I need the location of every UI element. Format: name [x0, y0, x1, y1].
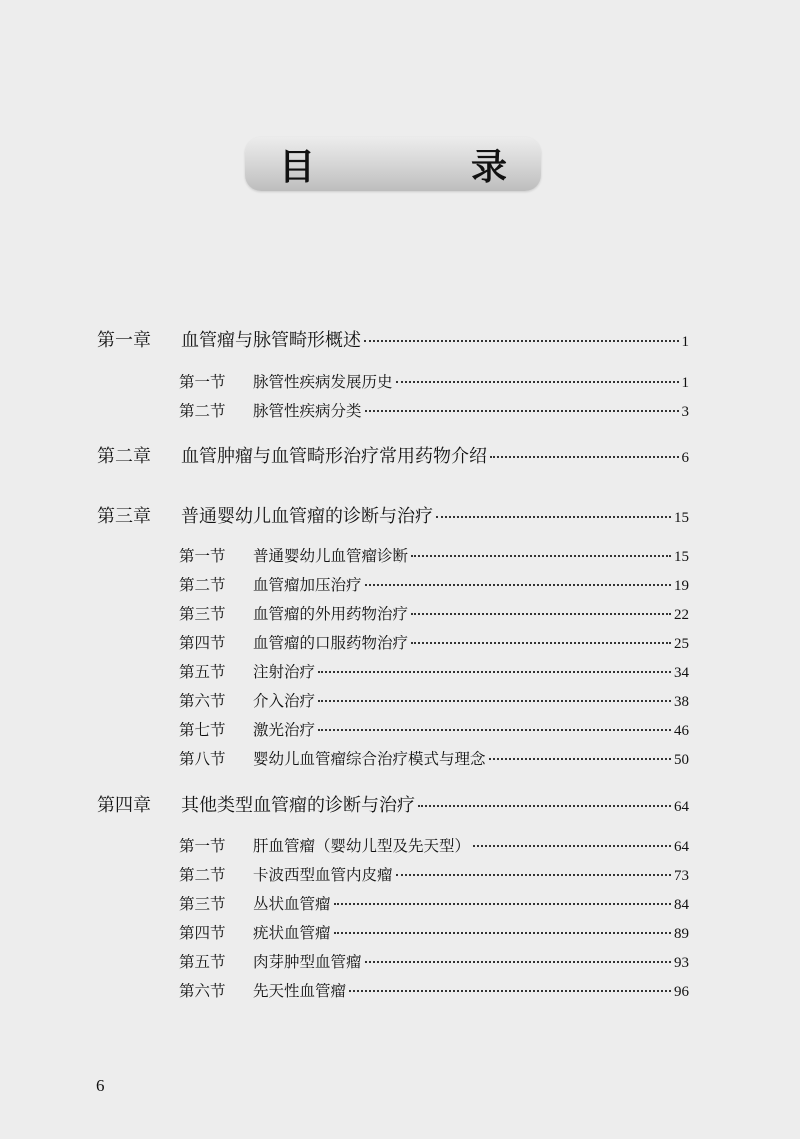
section-title: 脉管性疾病分类: [253, 402, 362, 420]
section-page: 19: [674, 578, 689, 594]
chapter-number: 第二章: [97, 446, 151, 467]
section-number: 第六节: [179, 982, 226, 1000]
section-title: 普通婴幼儿血管瘤诊断: [253, 547, 409, 565]
toc-section[interactable]: [179, 660, 689, 682]
section-title: 血管瘤加压治疗: [253, 576, 362, 594]
dot-leader: [334, 932, 671, 934]
section-number: 第三节: [179, 895, 226, 913]
section-page: 64: [674, 839, 689, 855]
section-page: 25: [674, 636, 689, 652]
chapter-number: 第一章: [97, 330, 151, 351]
section-number: 第二节: [179, 402, 226, 420]
chapter-page: 15: [674, 510, 689, 526]
toc-chapter-3[interactable]: [97, 502, 689, 528]
toc-section[interactable]: [179, 950, 689, 972]
chapter-page: 1: [681, 334, 689, 350]
dot-leader: [411, 642, 671, 644]
toc-section[interactable]: [179, 747, 689, 769]
dot-leader: [396, 874, 671, 876]
dot-leader: [436, 516, 671, 518]
section-title: 卡波西型血管内皮瘤: [253, 866, 393, 884]
dot-leader: [490, 456, 679, 458]
toc-title-banner: [245, 137, 567, 191]
toc-section[interactable]: [179, 921, 689, 943]
section-title: 肝血管瘤（婴幼儿型及先天型）: [253, 837, 471, 855]
dot-leader: [365, 584, 671, 586]
toc-section[interactable]: [179, 718, 689, 740]
section-title: 脉管性疾病发展历史: [253, 373, 393, 391]
toc-section[interactable]: [179, 892, 689, 914]
dot-leader: [318, 671, 671, 673]
dot-leader: [396, 381, 679, 383]
section-page: 46: [674, 723, 689, 739]
toc-chapter-4[interactable]: [97, 791, 689, 817]
dot-leader: [364, 340, 679, 342]
section-number: 第七节: [179, 721, 226, 739]
section-page: 96: [674, 984, 689, 1000]
chapter-page: 6: [681, 450, 689, 466]
dot-leader: [365, 961, 671, 963]
toc-section[interactable]: [179, 863, 689, 885]
toc-section[interactable]: [179, 370, 689, 392]
dot-leader: [411, 613, 671, 615]
section-number: 第三节: [179, 605, 226, 623]
toc-section[interactable]: [179, 834, 689, 856]
section-page: 84: [674, 897, 689, 913]
section-title: 先天性血管瘤: [253, 982, 347, 1000]
chapter-title: 血管肿瘤与血管畸形治疗常用药物介绍: [181, 446, 487, 467]
section-page: 34: [674, 665, 689, 681]
section-page: 3: [681, 404, 689, 420]
toc-chapter-1[interactable]: [97, 326, 689, 352]
page-number: 6: [96, 1076, 105, 1095]
dot-leader: [411, 555, 671, 557]
dot-leader: [418, 805, 671, 807]
chapter-number: 第四章: [97, 795, 151, 816]
section-number: 第五节: [179, 953, 226, 971]
section-number: 第八节: [179, 750, 226, 768]
section-number: 第二节: [179, 866, 226, 884]
chapter-page: 64: [674, 799, 689, 815]
dot-leader: [349, 990, 671, 992]
section-page: 38: [674, 694, 689, 710]
section-number: 第二节: [179, 576, 226, 594]
section-number: 第四节: [179, 924, 226, 942]
section-number: 第一节: [179, 547, 226, 565]
toc-section[interactable]: [179, 689, 689, 711]
section-number: 第一节: [179, 837, 226, 855]
toc-section[interactable]: [179, 544, 689, 566]
section-page: 89: [674, 926, 689, 942]
section-page: 50: [674, 752, 689, 768]
section-title: 婴幼儿血管瘤综合治疗模式与理念: [253, 750, 486, 768]
dot-leader: [334, 903, 671, 905]
section-title: 介入治疗: [253, 692, 316, 710]
dot-leader: [365, 410, 679, 412]
section-title: 肉芽肿型血管瘤: [253, 953, 362, 971]
section-number: 第六节: [179, 692, 226, 710]
section-title: 丛状血管瘤: [253, 895, 331, 913]
section-number: 第一节: [179, 373, 226, 391]
section-page: 22: [674, 607, 689, 623]
chapter-title: 其他类型血管瘤的诊断与治疗: [181, 795, 415, 816]
toc-section[interactable]: [179, 573, 689, 595]
toc-title: 目 录: [278, 145, 567, 188]
section-number: 第五节: [179, 663, 226, 681]
chapter-title: 血管瘤与脉管畸形概述: [181, 330, 361, 351]
section-title: 注射治疗: [253, 663, 316, 681]
dot-leader: [318, 700, 671, 702]
toc-section[interactable]: [179, 979, 689, 1001]
section-page: 73: [674, 868, 689, 884]
dot-leader: [489, 758, 671, 760]
section-title: 激光治疗: [253, 721, 316, 739]
section-page: 15: [674, 549, 689, 565]
section-title: 血管瘤的外用药物治疗: [253, 605, 409, 623]
section-page: 93: [674, 955, 689, 971]
section-title: 血管瘤的口服药物治疗: [253, 634, 409, 652]
toc-section[interactable]: [179, 631, 689, 653]
toc-chapter-2[interactable]: [97, 442, 689, 468]
section-number: 第四节: [179, 634, 226, 652]
dot-leader: [473, 845, 671, 847]
section-page: 1: [681, 375, 689, 391]
toc-section[interactable]: [179, 399, 689, 421]
section-title: 疣状血管瘤: [253, 924, 331, 942]
dot-leader: [318, 729, 671, 731]
chapter-title: 普通婴幼儿血管瘤的诊断与治疗: [181, 506, 433, 527]
chapter-number: 第三章: [97, 506, 151, 527]
toc-section[interactable]: [179, 602, 689, 624]
